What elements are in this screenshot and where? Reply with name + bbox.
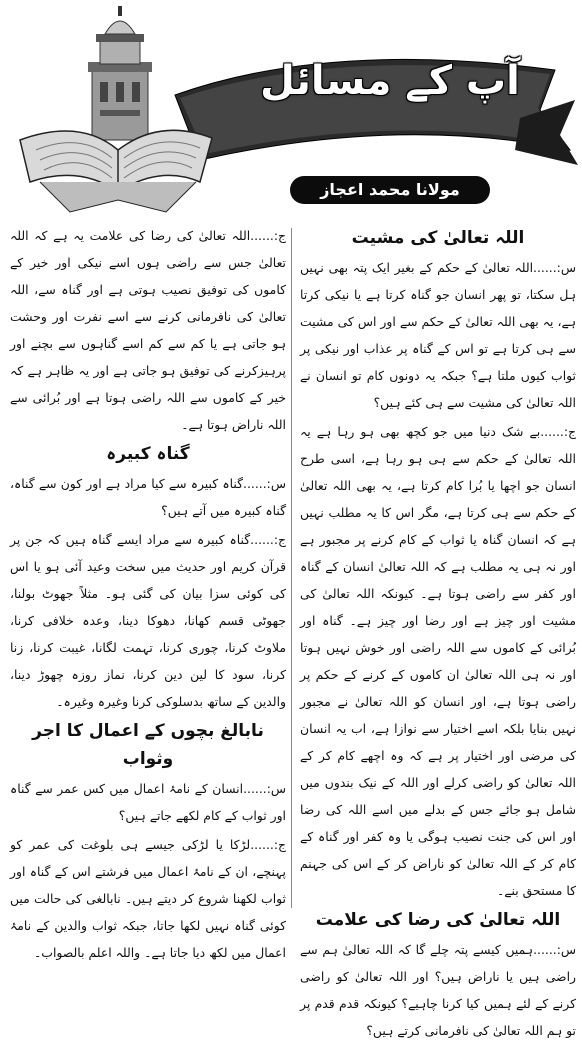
minaret-icon <box>88 6 152 140</box>
section-heading: گناہ کبیرہ <box>106 444 190 464</box>
page-title: آپ کے مسائل <box>260 58 520 104</box>
answer-paragraph: ج:......گناہ کبیرہ سے مراد ایسے گناہ ہیں کہ جن پر قرآن کریم اور حدیث میں سخت وعید آئی ہو یا اس کی کوئی سزا بیان کی گئی ہو۔ مثلاً جھوٹ بولنا، جھوٹی قسم کھانا، دھوکا دینا، وعدہ خلافی کرنا، ملاوٹ کرنا، چوری کرنا، تہمت لگانا، غیبت کرنا، زنا کرنا، سود کا لین دین کرنا، نماز روزہ چھوڑ دینا، والدین کے ساتھ بدسلوکی کرنا وغیرہ وغیرہ۔ <box>10 532 286 709</box>
answer-paragraph: ج:......لڑکا یا لڑکی جیسے ہی بلوغت کی عمر کو پہنچے، ان کے نامۂ اعمال میں فرشتے اس کے گناہ اور ثواب لکھنا شروع کر دیتے ہیں۔ نابالغی کی حالت میں کوئی گناہ نہیں لکھا جاتا، جبکہ ثواب والدین کے نامۂ اعمال میں لکھ دیا جاتا ہے۔ واللہ اعلم بالصواب۔ <box>10 837 286 960</box>
question-paragraph: س:......ہمیں کیسے پتہ چلے گا کہ اللہ تعالیٰ ہم سے راضی ہیں یا ناراض ہیں؟ اور اللہ تعالیٰ کو راضی کرنے کے لئے ہمیں کیا کرنا چاہیے؟ کیونکہ قدم قدم پر تو ہم اللہ تعالیٰ کی نافرمانی کرتے ہیں؟ <box>300 942 576 1038</box>
question-paragraph: س:......انسان کے نامۂ اعمال میں کس عمر سے گناہ اور ثواب کے کام لکھے جاتے ہیں؟ <box>10 781 286 823</box>
question-paragraph: س:......گناہ کبیرہ سے کیا مراد ہے اور کون سے گناہ، گناہ کبیرہ میں آتے ہیں؟ <box>10 476 286 518</box>
answer-paragraph: ج:......بے شک دنیا میں جو کچھ بھی ہو رہا ہے یہ اللہ تعالیٰ کے حکم سے ہی ہو رہا ہے، اسی طرح انسان جو اچھا یا بُرا کام کرتا ہے، یہ بھی اللہ تعالیٰ کے حکم سے ہی کرتا ہے، مگر اس کا یہ مطلب نہیں ہے کہ انسان گناہ یا ثواب کے کام کرنے پر مجبور ہے اور نہ ہی یہ مطلب ہے کہ اللہ تعالیٰ انسان کے گناہ اور کفر سے راضی ہوتا ہے۔ کیونکہ اللہ تعالیٰ کی مشیت اور چیز ہے اور رضا اور چیز ہے۔ گناہ اور بُرائی کے کاموں سے اللہ راضی اور خوش نہیں ہوتا اور نہ ہی اللہ تعالیٰ ان کاموں کے کرنے کے حکم پر راضی ہوتا ہے، اور انسان کو اللہ تعالیٰ نے مجبور نہیں بنایا بلکہ اسے اختیار سے نوازا ہے، اب یہ انسان کی مرضی اور اختیار پر ہے کہ وہ اچھے کام کر کے اللہ تعالیٰ کو راضی کرلے اور اللہ کے نیک بندوں میں شامل ہو جائے جس کے بدلے میں اسے اللہ کی رضا اور اس کی جنت نصیب ہوگی یا وہ کفر اور گناہ کے کام کر کے اللہ تعالیٰ کو ناراض کر کے اس کی جہنم کا مستحق بنے۔ <box>300 424 576 898</box>
answer-paragraph: ج:......اللہ تعالیٰ کی رضا کی علامت یہ ہے کہ اللہ تعالیٰ جس سے راضی ہوں اسے نیکی اور خیر کے کاموں کی توفیق نصیب ہوتی ہے اور گناہ سے، اللہ تعالیٰ کی نافرمانی کرنے سے اسے نفرت اور وحشت ہو جاتی ہے یا کم سے کم اسے گناہوں سے بچنے اور پرہیزکرنے کی توفیق ہو جاتی ہے اور یہ ظاہر ہے کہ خیر کے کاموں سے اللہ راضی ہوتا ہے اور بُرائی سے اللہ ناراض ہوتا ہے۔ <box>10 228 286 432</box>
section-heading: اللہ تعالیٰ کی رضا کی علامت <box>315 910 561 930</box>
section-heading: نابالغ بچوں کے اعمال کا اجر وثواب <box>32 721 264 769</box>
question-paragraph: س:......اللہ تعالیٰ کے حکم کے بغیر ایک پتہ بھی نہیں ہل سکتا، تو پھر انسان جو گناہ کرتا ہے یا نیکی کرتا ہے، یہ بھی اللہ تعالیٰ کے حکم سے اور اس کی مشیت سے ہی کرتا ہے تو اس کے گناہ پر عذاب اور نیکی پر ثواب کیوں ملتا ہے؟ جبکہ یہ دونوں کام تو انسان نے اللہ تعالیٰ کی مشیت سے ہی کئے ہیں؟ <box>300 260 576 410</box>
header-banner <box>0 0 582 227</box>
author-byline: مولانا محمد اعجاز مصطفیٰ <box>290 176 490 204</box>
section-heading: اللہ تعالیٰ کی مشیت <box>351 228 525 248</box>
quran-book-icon <box>20 130 212 212</box>
column-divider <box>291 228 292 908</box>
left-column <box>10 222 286 960</box>
right-column <box>300 222 576 1038</box>
